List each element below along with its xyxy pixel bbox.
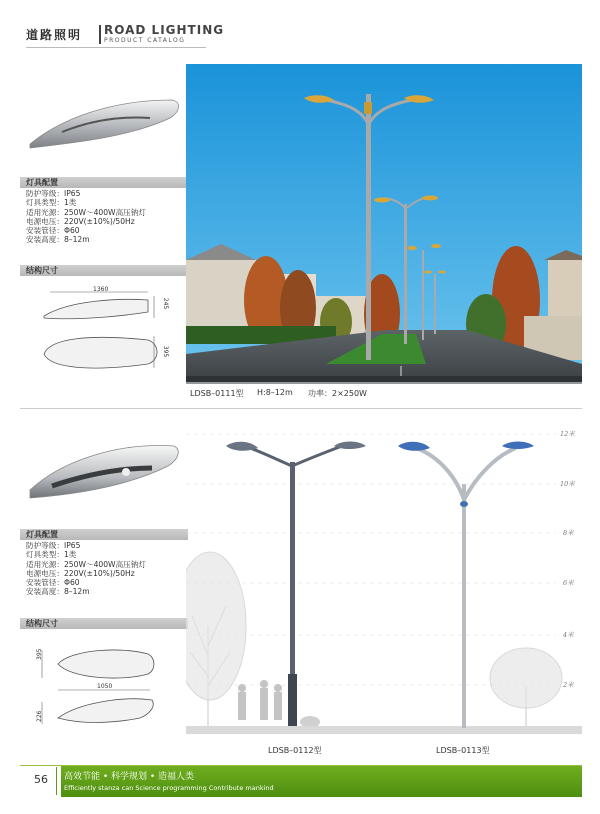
dimension-drawing-0111 — [30, 282, 180, 386]
caption-model-0112: LDSB–0112型 — [268, 746, 322, 755]
spec-item: 灯具类型：1类 — [26, 198, 77, 208]
spec-item: 安装高度：8–12m — [26, 235, 90, 245]
caption-model-0111: LDSB–0111型 — [190, 389, 244, 398]
footer-slogan-en: Efficiently stanza can Science programming Contribute mankind — [64, 784, 274, 792]
spec-item: 防护等级：IP65 — [26, 541, 81, 550]
dim-width-label: 395 — [162, 345, 170, 358]
header-divider — [99, 25, 101, 44]
dim-length-label-2: 1050 — [97, 683, 113, 690]
spec-item: 电源电压：220V(±10%)/50Hz — [26, 568, 135, 578]
caption-model-0113: LDSB–0113型 — [436, 746, 490, 755]
spec-item: 灯具类型：1类 — [26, 550, 77, 560]
spec-item: 防护等级：IP65 — [26, 189, 81, 198]
footer-divider — [56, 767, 57, 795]
dim-height-label: 245 — [162, 297, 170, 310]
scale-label-2m: 2米 — [563, 681, 574, 689]
header-subtitle-en: PRODUCT CATALOG — [104, 37, 186, 44]
pole-elevation-drawing — [186, 426, 582, 738]
spec-item: 安装管径：Φ60 — [26, 578, 80, 588]
header-rule — [26, 47, 206, 48]
scale-label-4m: 4米 — [563, 631, 574, 639]
caption-height: H:8–12m — [257, 388, 293, 397]
spec-item: 适用光源：250W～400W高压钠灯 — [26, 207, 146, 217]
scale-label-6m: 6米 — [563, 579, 574, 587]
scale-label-10m: 10米 — [560, 480, 575, 488]
header-title-en: ROAD LIGHTING — [104, 23, 225, 37]
spec-item: 电源电压：220V(±10%)/50Hz — [26, 216, 135, 226]
spec-heading-1: 灯具配置 — [20, 177, 188, 188]
page-number: 56 — [34, 773, 48, 786]
dims-heading-1: 结构尺寸 — [20, 265, 188, 276]
section-divider — [20, 408, 582, 409]
dims-heading-2: 结构尺寸 — [20, 618, 188, 629]
scale-label-8m: 8米 — [563, 529, 574, 537]
dim-height-label-2: 226 — [36, 710, 43, 722]
spec-list-1 — [26, 189, 146, 245]
dim-width-label-2: 395 — [36, 648, 43, 660]
spec-item: 安装管径：Φ60 — [26, 226, 80, 236]
lamp-head-0112-image — [22, 424, 182, 510]
spec-heading-2: 灯具配置 — [20, 529, 188, 540]
spec-item: 安装高度：8–12m — [26, 587, 90, 597]
footer-slogan-cn: 高效节能 • 科学规划 • 造福人类 — [64, 772, 195, 782]
spec-item: 适用光源：250W～400W高压钠灯 — [26, 559, 146, 569]
dim-length-label: 1360 — [93, 286, 109, 293]
lamp-head-0111-image — [22, 78, 182, 158]
header-title-cn: 道路照明 — [26, 28, 83, 42]
scale-label-12m: 12米 — [560, 430, 575, 438]
caption-power: 功率：2×250W — [308, 389, 367, 398]
street-photo-0111 — [186, 64, 582, 384]
street-scene-image — [186, 64, 582, 384]
spec-list-2 — [26, 541, 146, 597]
